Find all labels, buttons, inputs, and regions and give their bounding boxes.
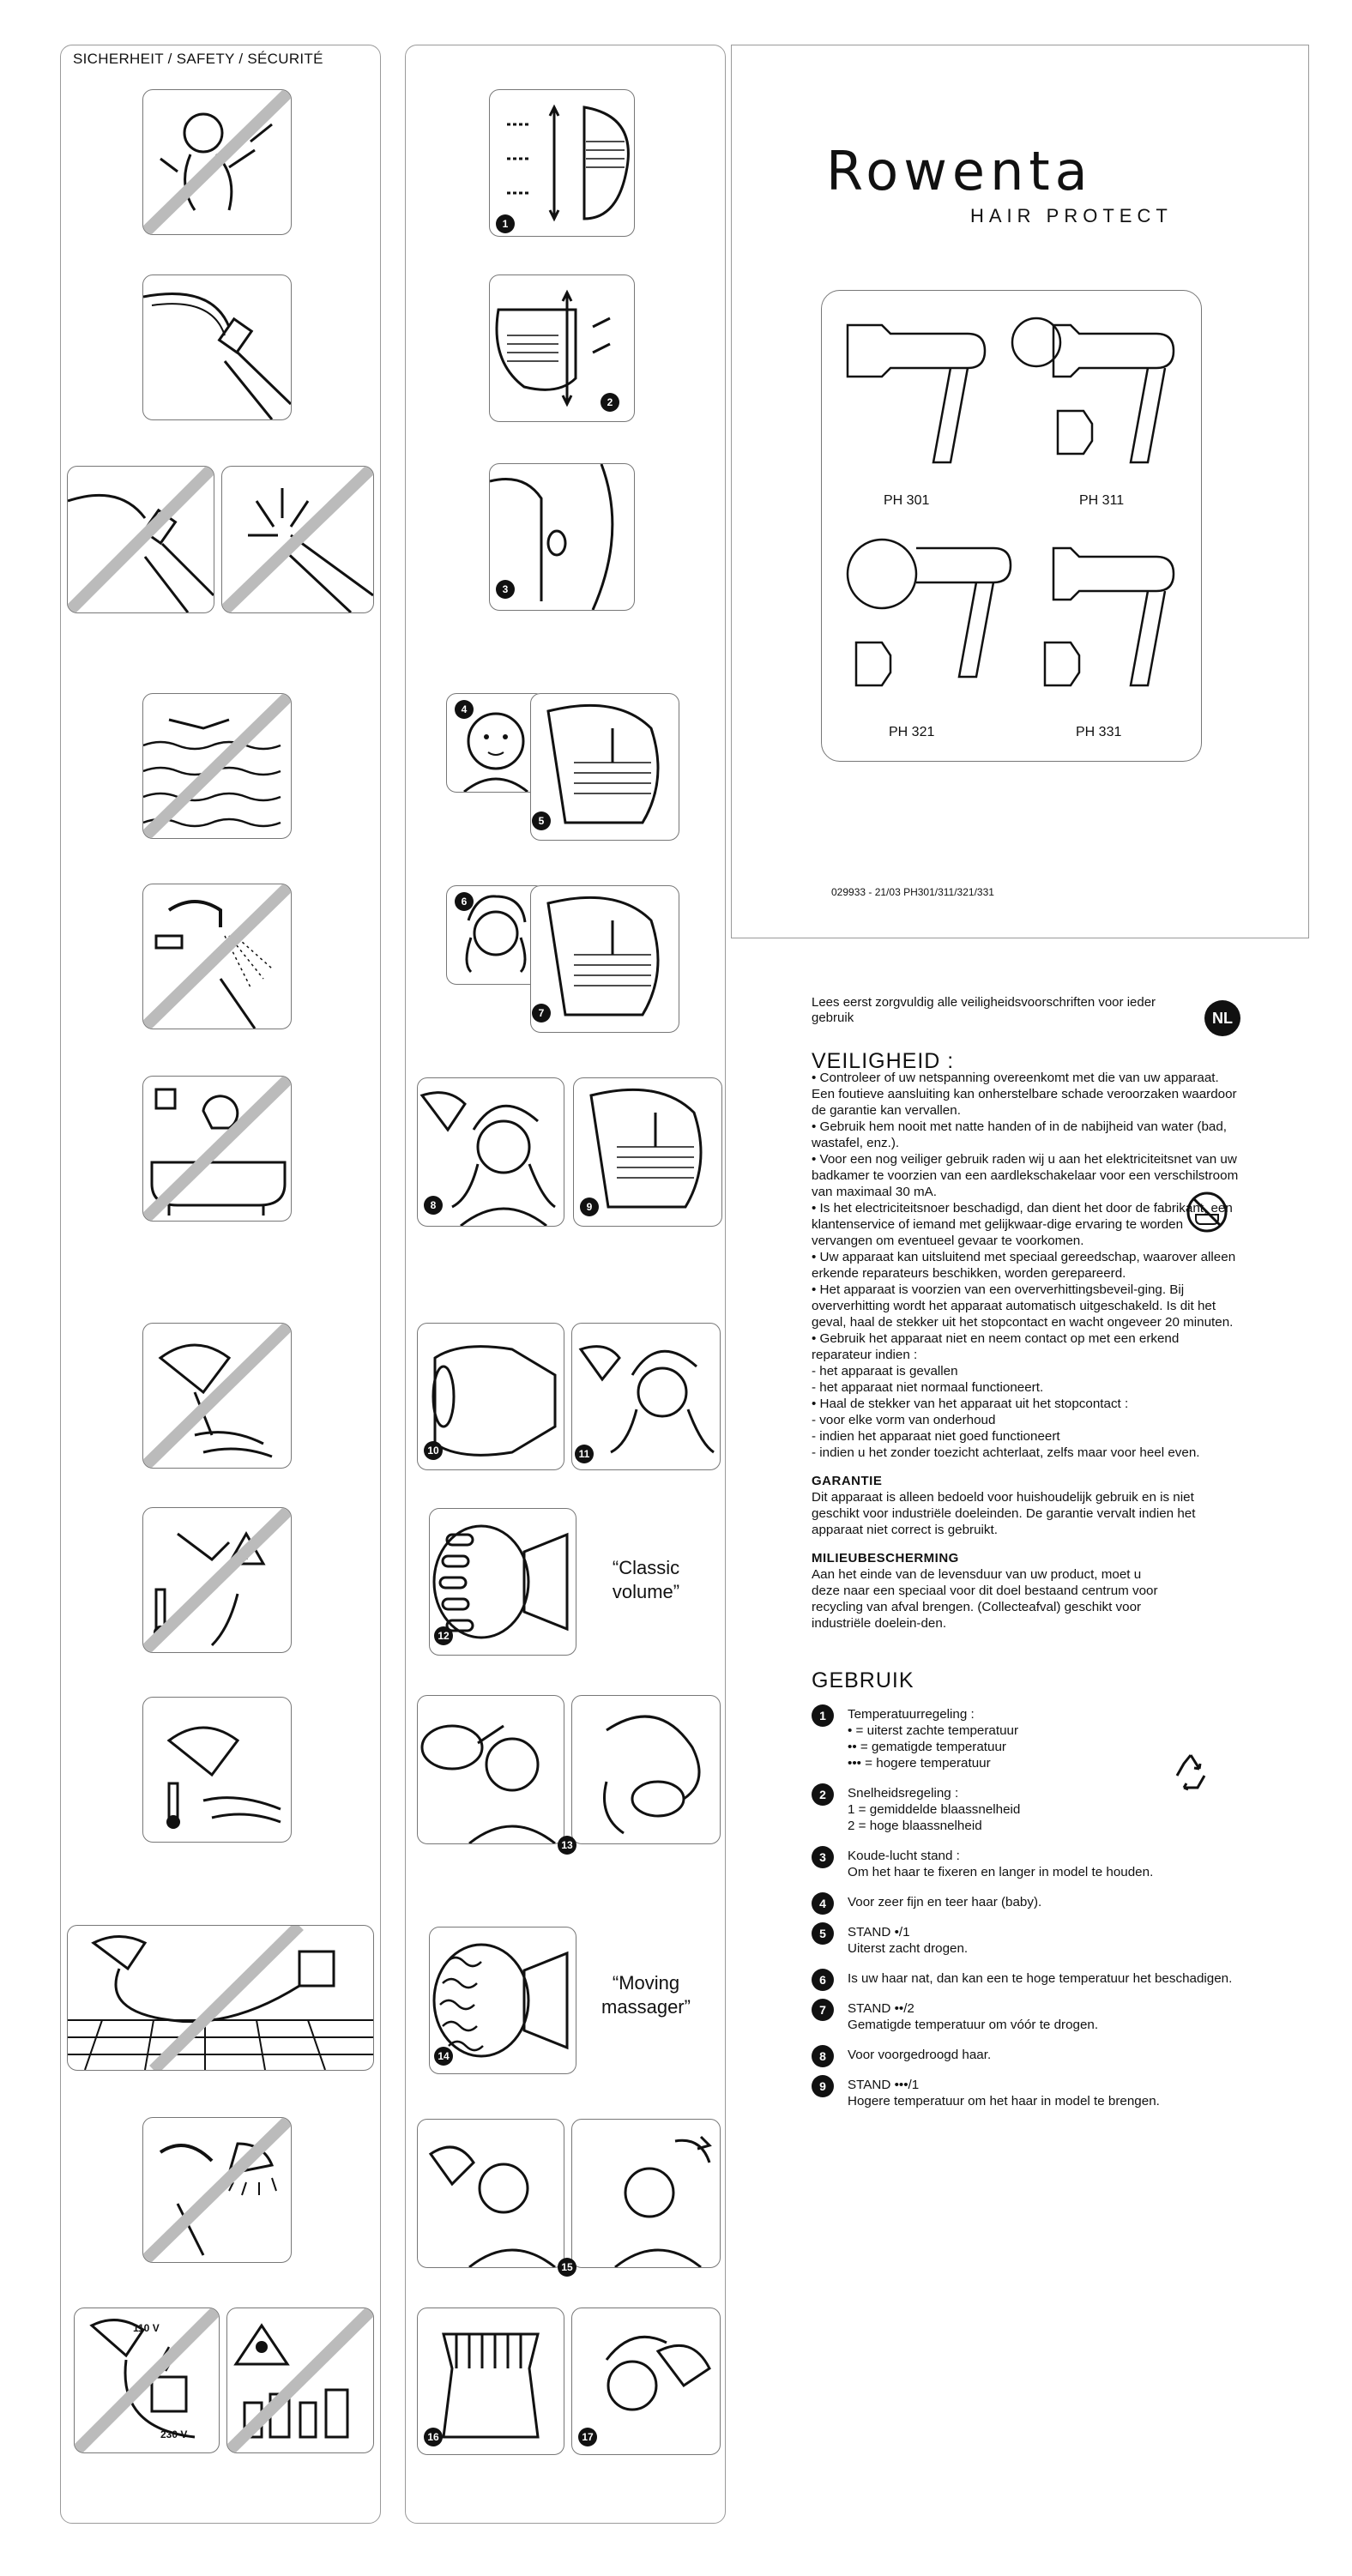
usage-heading: GEBRUIK bbox=[812, 1668, 914, 1692]
usage-item bbox=[812, 1970, 1240, 1987]
usage-number: 6 bbox=[812, 1969, 834, 1991]
usage-text: Temperatuurregeling : • = uiterst zachte temperatuur •• = gematigde temperatuur ••• = hogere temperatuur bbox=[848, 1707, 1019, 1771]
usage-item bbox=[812, 2077, 1240, 2109]
language-badge: NL bbox=[1204, 1000, 1240, 1036]
cord-damage-pictogram bbox=[221, 466, 374, 613]
usage-number: 2 bbox=[812, 1783, 834, 1806]
shower-pictogram bbox=[142, 2117, 292, 2263]
dryer-hands-pictogram bbox=[142, 1323, 292, 1469]
diffuser-use-figure-a bbox=[417, 1695, 564, 1844]
figure-badge-16: 16 bbox=[424, 2428, 443, 2446]
usage-text: STAND •••/1 Hogere temperatuur om het haar in model te brengen. bbox=[848, 2078, 1160, 2108]
usage-number: 1 bbox=[812, 1704, 834, 1727]
usage-text: Snelheidsregeling : 1 = gemiddelde blaassnelheid 2 = hoge blaassnelheid bbox=[848, 1786, 1021, 1833]
usage-number: 4 bbox=[812, 1892, 834, 1915]
intro-text: Lees eerst zorgvuldig alle veiligheidsvoorschriften voor ieder gebruik bbox=[812, 995, 1156, 1025]
dryer-temperature-pictogram bbox=[142, 1697, 292, 1843]
environment-body: Aan het einde van de levensduur van uw product, moet u deze naar een speciaal voor dit doel bestaand centrum voor recycling van afval brengen. (Collecteafval) geschikt voor industriële doelein-den. bbox=[812, 1567, 1158, 1631]
usage-item bbox=[812, 2000, 1240, 2033]
cover-panel bbox=[731, 45, 1309, 938]
figure-badge-7: 7 bbox=[532, 1004, 551, 1023]
environment-heading: MILIEUBESCHERMING bbox=[812, 1551, 959, 1566]
usage-text: STAND •/1 Uiterst zacht drogen. bbox=[848, 1925, 969, 1956]
model-label-4: PH 331 bbox=[1076, 725, 1122, 739]
usage-item bbox=[812, 1848, 1240, 1880]
model-label-3: PH 321 bbox=[889, 725, 935, 739]
figure-badge-13: 13 bbox=[558, 1836, 576, 1855]
figure-badge-14: 14 bbox=[434, 2047, 453, 2066]
usage-item bbox=[812, 1924, 1240, 1957]
usage-number: 9 bbox=[812, 2075, 834, 2097]
setting-1-figure bbox=[530, 693, 679, 841]
floor-socket-pictogram bbox=[67, 1925, 374, 2071]
usage-number: 8 bbox=[812, 2045, 834, 2067]
safety-body: • Controleer of uw netspanning overeenkomt met die van uw apparaat. Een foutieve aansluiting kan onherstelbare schade veroorzaken waardoor de garantie kan vervallen. • Gebruik hem nooit met natte handen of in de nabijheid van water (bad, wastafel, enz.). • Voor een nog veiliger gebruik raden wij u aan het elektriciteitsnet van uw badkamer te voorzien van een aardlekschakelaar voor een verschilstroom van maximaal 30 mA. • Is het electriciteitsnoer beschadigd, dan dient het door de fabrikant, een klantenservice of iemand met gelijkwaar-dige ervaring te worden vervangen om eventueel gevaar te voorkomen. • Uw apparaat kan uitsluitend met speciaal gereedschap, waarover alleen erkende reparateurs beschikken, worden gerepareerd. • Het apparaat is voorzien van een oververhittingsbeveil-ging. Bij oververhitting wordt het apparaat automatisch uitgeschakeld. Is dit het geval, haal de stekker uit het stopcontact en wacht ongeveer 20 minuten. • Gebruik het apparaat niet en neem contact op met een erkend reparateur indien : - het apparaat is gevallen - het apparaat niet normaal functioneert. • Haal de stekker van het apparaat uit het stopcontact : - voor elke vorm van onderhoud - indien het apparaat niet goed functioneert - indien u het zonder toezicht achterlaat, zelfs maar voor heel even. bbox=[812, 1071, 1239, 1460]
figure-badge-9: 9 bbox=[580, 1198, 599, 1216]
styling-woman-figure bbox=[571, 1323, 721, 1470]
chemicals-pictogram bbox=[226, 2308, 374, 2453]
usage-text: Koude-lucht stand : Om het haar te fixeren en langer in model te houden. bbox=[848, 1849, 1154, 1879]
usage-text: Is uw haar nat, dan kan een te hoge temperatuur het beschadigen. bbox=[848, 1971, 1233, 1986]
usage-item bbox=[812, 1894, 1240, 1910]
figure-badge-10: 10 bbox=[424, 1441, 443, 1460]
figure-badge-17: 17 bbox=[578, 2428, 597, 2446]
models-illustration bbox=[822, 291, 1201, 761]
usage-text: Voor voorgedroogd haar. bbox=[848, 2048, 992, 2062]
recycle-icon bbox=[1170, 1750, 1211, 1791]
brand-logo: Rowenta bbox=[826, 140, 1093, 202]
figure-badge-8: 8 bbox=[424, 1196, 443, 1215]
models-box bbox=[821, 290, 1202, 762]
no-bath-icon bbox=[1186, 1191, 1228, 1234]
voltage-pictogram bbox=[74, 2308, 220, 2453]
model-label-2: PH 311 bbox=[1079, 493, 1125, 508]
usage-item bbox=[812, 2047, 1240, 2063]
diffuser-use-figure-b bbox=[571, 1695, 721, 1844]
bathtub-pictogram bbox=[142, 1076, 292, 1222]
safety-title: SICHERHEIT / SAFETY / SÉCURITÉ bbox=[73, 51, 323, 67]
figure-badge-5: 5 bbox=[532, 811, 551, 830]
cord-pictogram bbox=[142, 274, 292, 420]
water-hands-pictogram bbox=[142, 693, 292, 839]
usage-number: 7 bbox=[812, 1999, 834, 2021]
tap-water-pictogram bbox=[142, 884, 292, 1029]
figure-badge-1: 1 bbox=[496, 214, 515, 233]
brand-subtitle: HAIR PROTECT bbox=[970, 205, 1173, 226]
voltage-230-label: 230 V bbox=[160, 2428, 188, 2440]
usage-text: STAND ••/2 Gematigde temperatuur om vóór te drogen. bbox=[848, 2001, 1099, 2032]
figure-badge-2: 2 bbox=[601, 393, 619, 412]
warranty-body: Dit apparaat is alleen bedoeld voor huishoudelijk gebruik en is niet geschikt voor industriële doeleinden. De garantie vervalt indien het apparaat niet correct is gebruikt. bbox=[812, 1490, 1196, 1537]
usage-item bbox=[812, 1785, 1240, 1834]
usage-number: 5 bbox=[812, 1922, 834, 1945]
safety-heading: VEILIGHEID : bbox=[812, 1049, 955, 1073]
usage-number: 3 bbox=[812, 1846, 834, 1868]
safety-baby-pictogram bbox=[142, 89, 292, 235]
document-code: 029933 - 21/03 PH301/311/321/331 bbox=[831, 886, 994, 898]
figure-badge-4: 4 bbox=[455, 700, 474, 719]
setting-2-figure bbox=[530, 885, 679, 1033]
cord-pull-pictogram bbox=[67, 466, 214, 613]
temperature-switch-figure bbox=[489, 89, 635, 237]
warranty-heading: GARANTIE bbox=[812, 1474, 883, 1488]
moving-massager-caption: “Moving massager” bbox=[601, 1972, 691, 2018]
figure-badge-11: 11 bbox=[575, 1445, 594, 1463]
usage-text: Voor zeer fijn en teer haar (baby). bbox=[848, 1895, 1042, 1909]
model-label-1: PH 301 bbox=[884, 493, 930, 508]
voltage-110-label: 110 V bbox=[133, 2322, 160, 2334]
classic-volume-caption: “Classic volume” bbox=[612, 1557, 680, 1602]
figure-badge-6: 6 bbox=[455, 892, 474, 911]
figure-badge-15: 15 bbox=[558, 2258, 576, 2277]
heat-warning-pictogram bbox=[142, 1507, 292, 1653]
figure-badge-12: 12 bbox=[434, 1626, 453, 1645]
diffuser-use-figure-c bbox=[417, 2119, 564, 2268]
figure-badge-3: 3 bbox=[496, 580, 515, 599]
diffuser-use-figure-d bbox=[571, 2119, 721, 2268]
